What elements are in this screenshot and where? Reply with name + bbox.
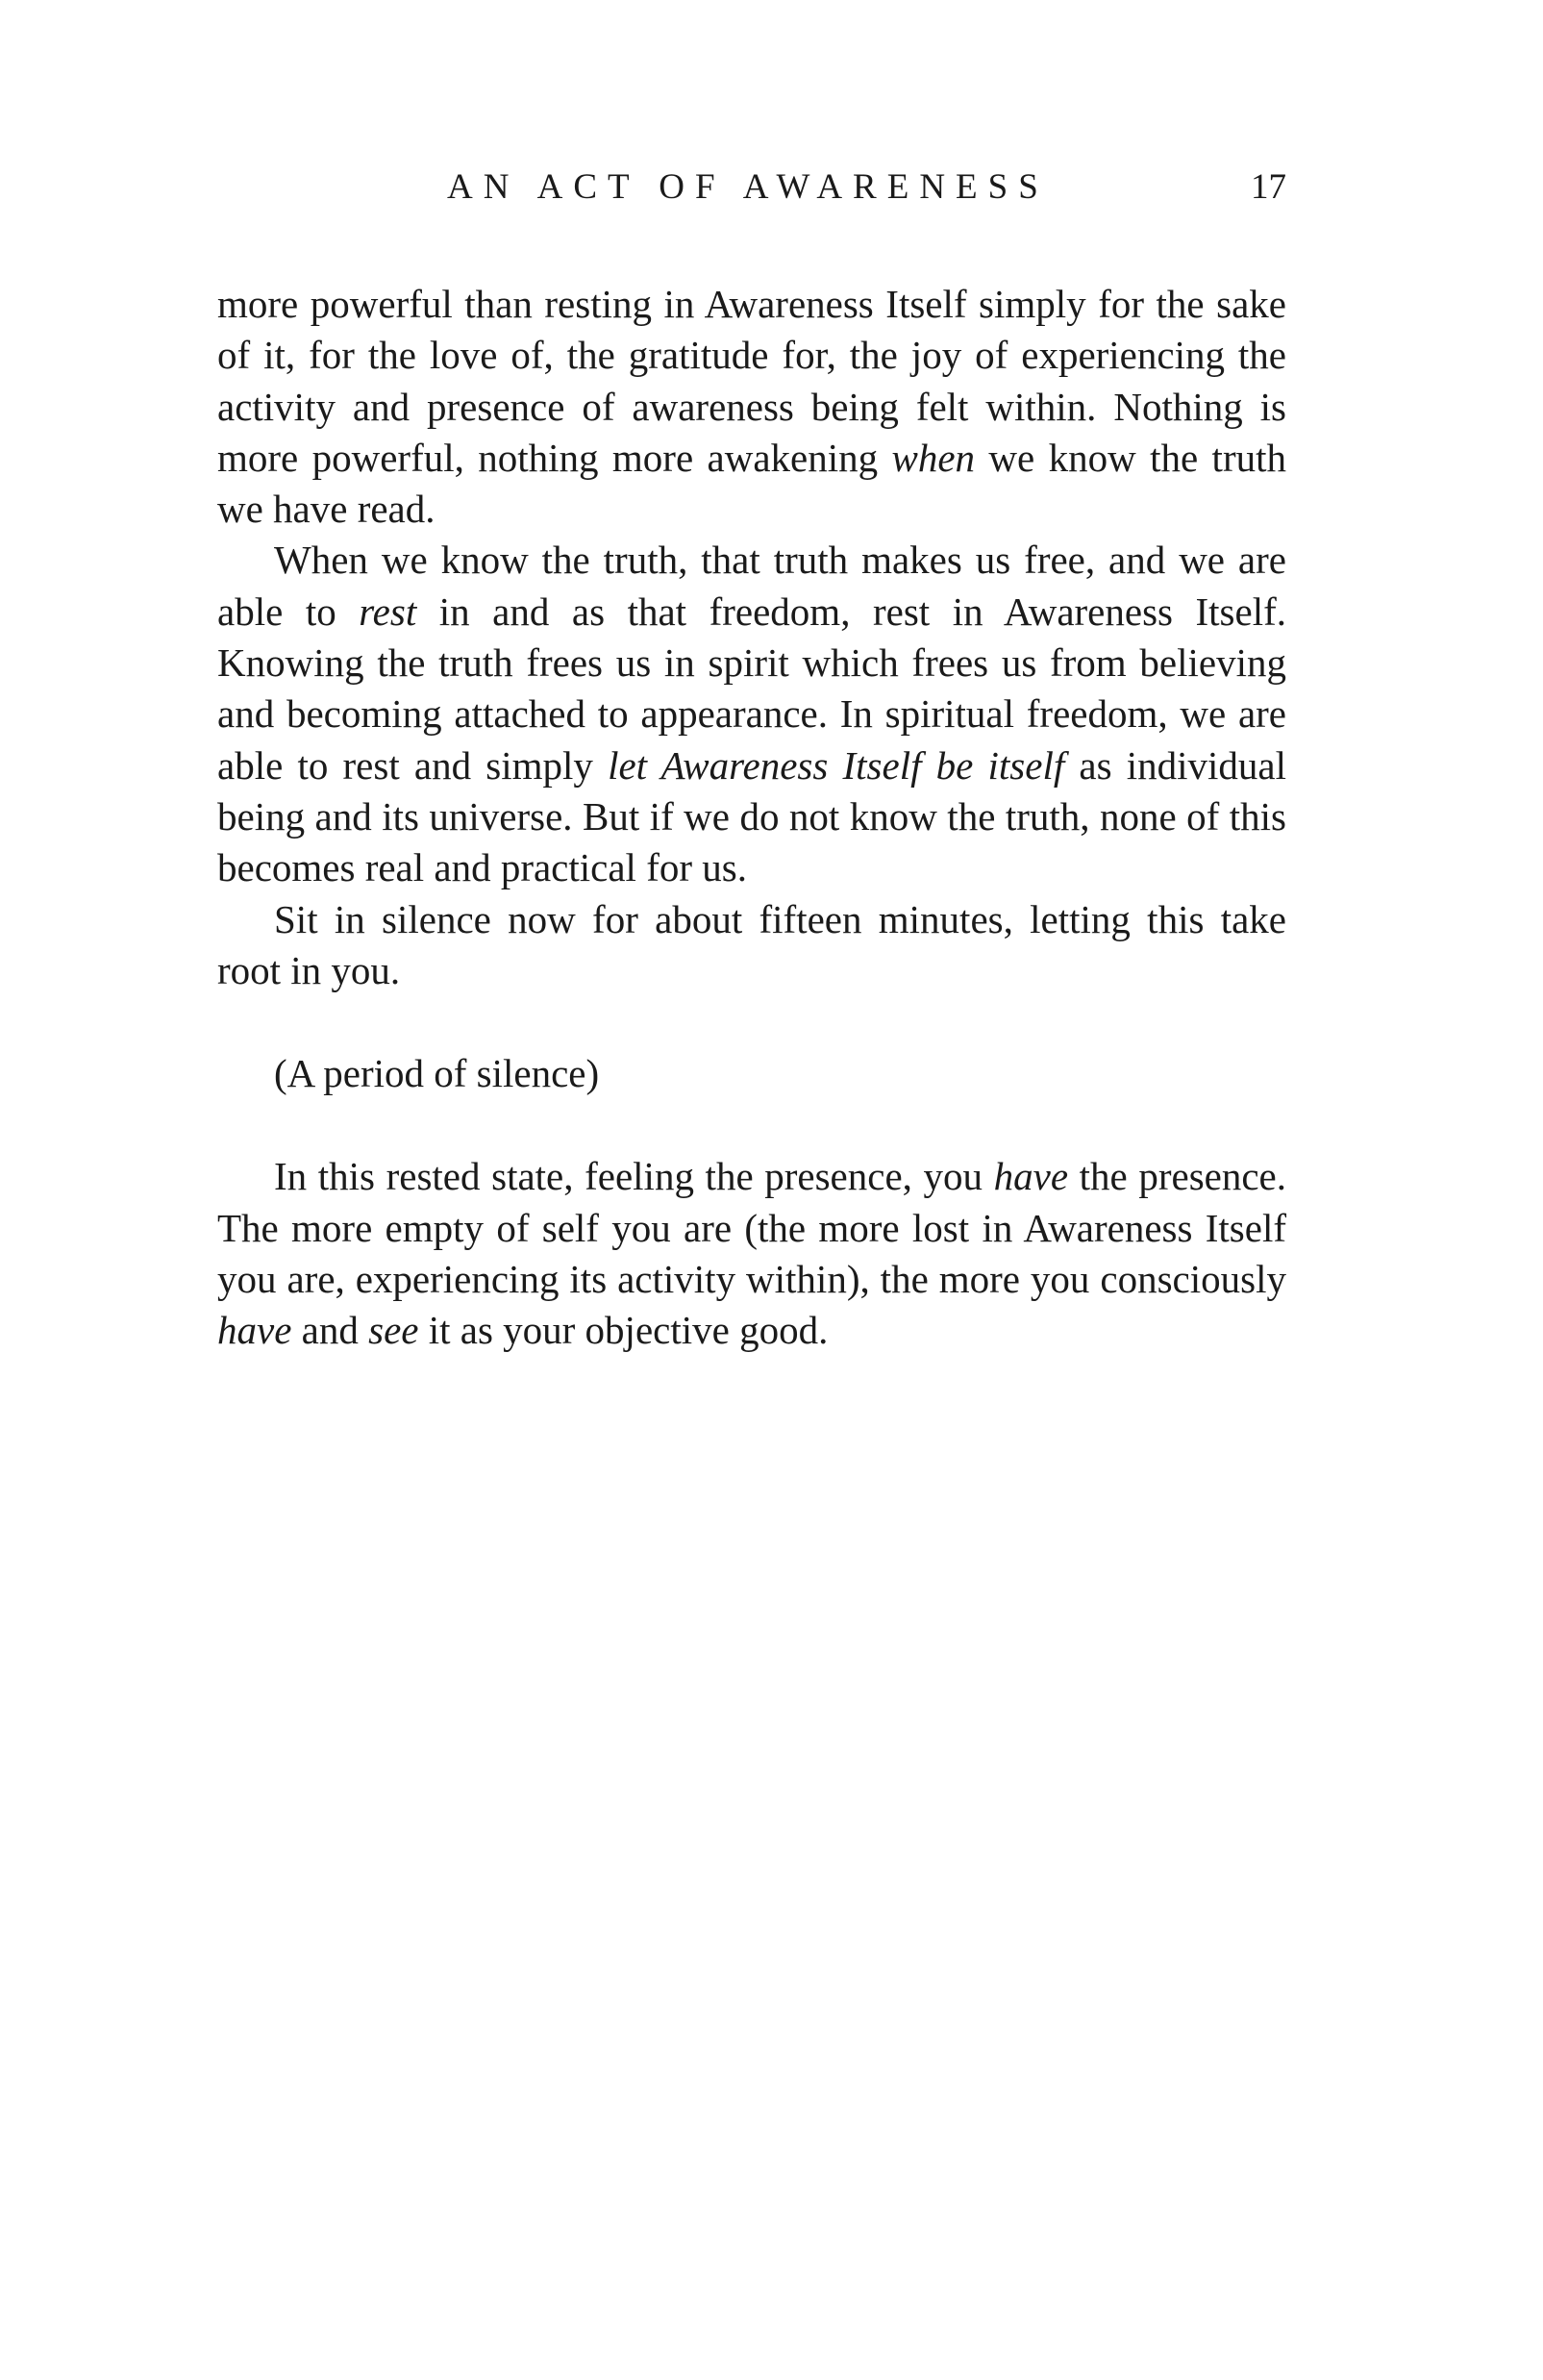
- body-text: [217, 279, 1286, 1357]
- paragraph-3: Sit in silence now for about fifteen minutes, letting this take root in you.: [217, 896, 1286, 992]
- paragraph-1-text-b: we know the truth we have read.: [217, 435, 1286, 532]
- paragraph-1-emphasis: when: [891, 435, 976, 480]
- paragraph-1: [217, 279, 1286, 535]
- paragraph-5-text-c: and: [291, 1308, 369, 1353]
- paragraph-5-text-a: In this rested state, feeling the presence, you: [274, 1154, 994, 1199]
- paragraph-2-text-c: as individual being and its universe. But if we do not know the truth, none of this becomes real and practical for us.: [217, 742, 1287, 890]
- silence-note: (A period of silence): [274, 1051, 600, 1096]
- page-number: 17: [1251, 167, 1286, 207]
- paragraph-2-text-a: When we know the truth, that truth makes us free, and we are able to: [217, 538, 1286, 634]
- paragraph-5-emphasis-3: see: [368, 1308, 419, 1353]
- paragraph-2-emphasis-2: let Awareness Itself be itself: [608, 742, 1065, 788]
- paragraph-2-text-b: in and as that freedom, rest in Awareness Itself. Knowing the truth frees us in spirit which frees us from believing and becoming attached to appearance. In spiritual freedom, we are able to rest and simply: [217, 589, 1286, 788]
- running-head: [0, 163, 1286, 212]
- paragraph-2-emphasis-1: rest: [359, 589, 417, 634]
- paragraph-5-emphasis-1: have: [993, 1154, 1069, 1199]
- paragraph-5-text-b: the presence. The more empty of self you are (the more lost in Awareness Itself you are, experiencing its activity within), the more you consciously: [217, 1154, 1286, 1302]
- paragraph-1-text-a: more powerful than resting in Awareness Itself simply for the sake of it, for the love of, the gratitude for, the joy of experiencing the activity and presence of awareness being felt within. Nothing is more powerful, nothing more awakening: [217, 282, 1286, 480]
- paragraph-5-text-d: it as your objective good.: [418, 1308, 829, 1353]
- paragraph-5-emphasis-2: have: [217, 1308, 292, 1353]
- paragraph-2: [217, 535, 1286, 893]
- running-title: AN ACT OF AWARENESS: [447, 167, 1049, 207]
- paragraph-5: [217, 1151, 1286, 1356]
